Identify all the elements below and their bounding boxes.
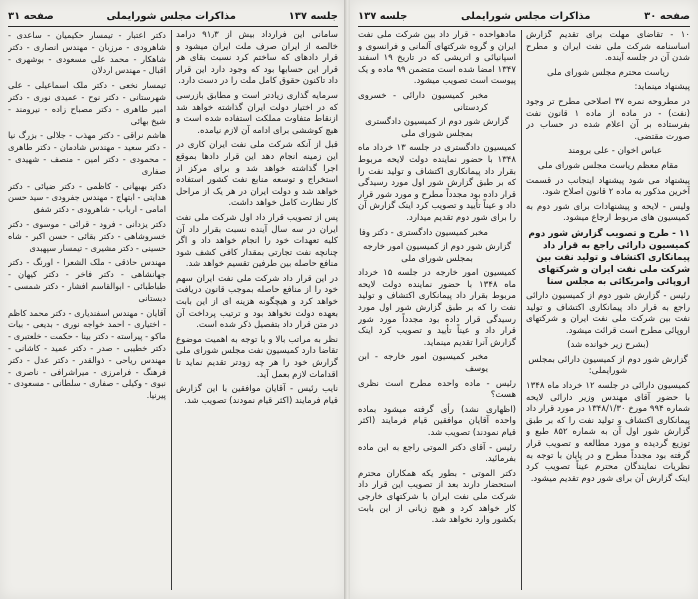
paragraph: پیشنهاد می شود پیشنهاد اینجانب در قسمت آخرین مذکور به ماده ۲ قانون اصلاح شود. xyxy=(526,175,690,198)
paragraph: نایب رئیس - آقایان موافقین با این گزارش قیام فرمایند (اکثر قیام نمودند) تصویب شد. xyxy=(176,384,338,406)
left-session-label: جلسه ۱۳۷ xyxy=(288,10,338,22)
left-page-left-column xyxy=(8,30,166,590)
left-page xyxy=(0,0,346,599)
paragraph: (اظهاری نشد) رأی گرفته میشود بماده واحده آقایان موافقین قیام فرمایند (اکثر قیام نمودند) تصویب شد. xyxy=(358,404,516,438)
names-list: هاشم نراقی - دکتر مهذب - جلالی - بزرگ نیا - دکتر سعید - مهندس شادمان - دکتر طاهری - محمودی - دکتر امین - منصف - شهیدی - صفاری xyxy=(8,130,166,176)
signatory: مخبر کمیسیون دارائی - خسروی کردستانی xyxy=(358,90,488,113)
paragraph: رئیس - گزارش شور دوم از کمیسیون دارائی راجع به قرار داد پیمانکاری اکتشاف و تولید نفت بین شرکت ملی نفت ایران و شرکتهای اروپائی مطرح است قرائت میشود. xyxy=(526,290,690,336)
addressee: ریاست محترم مجلس شورای ملی xyxy=(547,67,669,78)
right-page-left-column xyxy=(358,30,516,590)
right-page-header xyxy=(358,6,690,27)
paragraph: نظر به مراتب بالا و با توجه به اهمیت موضوع تقاضا دارد کمیسیون نفت مجلس شورای ملی گزارش خود را هر چه زودتر تقدیم نماید تا اقدامات لازم بعمل آید. xyxy=(176,334,338,380)
paragraph: کمیسیون امور خارجه در جلسه ۱۵ خرداد ماه ۱۳۴۸ با حضور نماینده دولت لایحه مربوط بقرار داد پیمانکاری اکتشاف و تولید نفت را که بر طبق گزارش شور اول مورد رسیدگی قرار داده بود مجدداً مورد شور قرار داد و عیناً تأیید و تصویب کرد اینک گزارش آنرا تقدیم مینماید. xyxy=(358,268,516,348)
paragraph: رئیس - ماده واحده مطرح است نظری هست؟ xyxy=(358,378,516,401)
reading-note: (بشرح زیر خوانده شد) xyxy=(567,340,649,351)
report-title: گزارش شور دوم از کمیسیون دارائی بمجلس شورایملی: xyxy=(528,354,688,377)
left-page-right-column xyxy=(176,30,338,590)
paragraph: ۱۰ - تقاضای مهلت برای تقدیم گزارش اساسنامه شرکت ملی نفت ایران و مطرح شدن آن در جلسه آینده. xyxy=(526,30,690,64)
names-list: دکتر یزدانی - فرود - قرائی - موسوی - دکتر خسروشاهی - دکتر بقائی - حسن اکبر - شاه حسینی - دکتر مشیری - تیمسار سپهبدی xyxy=(8,218,166,253)
names-list: مهندس حاذقی - ملک الشعرا - اورنگ - دکتر جهانشاهی - دکتر فاخر - دکتر کیهان - طباطبائی - ابوالقاسم افشار - دکتر شمسی - دبستانی xyxy=(8,257,166,303)
report-title: گزارش شور دوم از کمیسیون امور خارجه بمجلس شورای ملی xyxy=(362,242,512,264)
names-list: تیمسار نخعی - دکتر ملک اسماعیلی - علی شهرستانی - دکتر نوح - عمیدی نوری - دکتر امیر طاهری - دکتر مصباح زاده - نیرومند - شیخ بهائی xyxy=(8,80,166,126)
paragraph: کمیسیون دارائی در جلسه ۱۲ خرداد ماه ۱۳۴۸ با حضور آقای مهندس وزیر دارائی لایحه شماره ۹۹۴ مورخ ۱۳۴۸/۱/۳۰ در مورد قرار داد پیمانکاری اکتشاف و تولید نفت را که بر طبق گزارش شور اول آن به شماره ۸۵۲ طبع و توزیع گردیده و مورد مطالعه و تصویب قرار گرفته بود مجدداً مطرح و در پایان با توجه به نظریات نمایندگان محترم عیناً تصویب کرد اینک گزارش آن برای شور دوم تقدیم میشود. xyxy=(526,381,690,484)
signatory: مخبر کمیسیون امور خارجه - ابن یوسف xyxy=(358,352,488,375)
paragraph: کمیسیون دادگستری در جلسه ۱۳ خرداد ماه ۱۳۴۸ با حضور نماینده دولت لایحه مربوط بقرار داد پیمانکاری اکتشاف و تولید نفت را که بر طبق گزارش شور اول مورد رسیدگی قرار داده بود مجدداً مطرح و مورد شور قرار داد و عیناً تأیید و تصویب کرد اینک گزارش آن را برای شور دوم تقدیم میدارد. xyxy=(358,143,516,223)
addressee: مقام معظم ریاست مجلس شورای ملی xyxy=(537,160,679,171)
names-list: دکتر بهبهانی - کاظمی - دکتر ضیائی - دکتر هدایتی - ابتهاج - مهندس جفرودی - سید حسن امامی - ارباب - شاهرودی - دکتر شفق xyxy=(8,180,166,215)
paragraph: مادهواحده - قرار داد بین شرکت ملی نفت ایران و گروه شرکتهای آلمانی و فرانسوی و اسپانیائی و اتریشی که در تاریخ ۱۹ اسفند ۱۳۴۷ امضا شده است متضمن ۹۹ ماده و یک پیوست است تصویب میشود. xyxy=(358,30,516,87)
paragraph: ولیس - لایحه و پیشنهادات برای شور دوم به کمیسیون های مربوط ارجاع میشود. xyxy=(526,201,690,224)
section-heading: ۱۱ - طرح و تصویب گزارش شور دوم کمیسیون دارائی راجع به قرار داد پیمانکاری اکتشاف و تولید نفت بین شرکت ملی نفت ایران و شرکتهای اروپائی وامریکائی به مجلس سنا xyxy=(528,228,690,287)
left-page-header xyxy=(8,6,338,27)
column-divider xyxy=(521,30,522,590)
paragraph: پیشنهاد مینماید: xyxy=(634,82,690,93)
paragraph: دکتر الموتی - بطور یکه همکاران محترم استحضار دارند بعد از تصویب این قرار داد شرکت ملی نفت ایران با شرکتهای خارجی کار خواهد کرد و هیچ زیانی از این بابت بکشور وارد نخواهد شد. xyxy=(358,468,516,526)
right-session-label: جلسه ۱۳۷ xyxy=(358,10,408,22)
column-divider xyxy=(171,30,172,590)
paragraph: سرمایه گذاری زیادتر است و مطابق بازرسی که در اختیار دولت ایران گذاشته خواهد شد ازنقاط متفاوت مملکت استفاده شده است و هیچ کوششی برای ادامه آن لازم نیامده. xyxy=(176,90,338,136)
signatory: مخبر کمیسیون دادگستری - دکتر وفا xyxy=(359,227,488,238)
report-title: گزارش شور دوم از کمیسیون دادگستری بمجلس شورای ملی xyxy=(365,117,509,139)
names-list: آقایان - مهندس اسفندیاری - دکتر محمد کاظم - اختیاری - احمد خواجه نوری - بدیعی - بیات ماکو - پیراسته - دکتر بینا - حکمت - خلعتبری - دکتر خطیبی - صدر - دکتر عمید - کاشانی - مهندس ریاحی - ذوالقدر - دکتر عدل - دکتر فرهنگ - فرامرزی - میراشرافی - ناصری - نبوی - وکیلی - صفاری - سلطانی - مسعودی - پیرنیا. xyxy=(8,307,166,401)
names-list: دکتر اعتبار - تیمسار حکیمیان - ساعدی - شاهرودی - مرزبان - مهندس انصاری - دکتر شاهکار - محمد علی مسعودی - بوشهری - اقبال - مهندس اردلان xyxy=(8,30,166,76)
paragraph: پس از تصویب قرار داد اول شرکت ملی نفت ایران در سه سال آینده نسبت بقرار داد آن کلیه تعهدات خود را انجام خواهد داد و اگر چنانچه نفت تجارتی بمقدار کافی کشف شود منافع حاصله بین طرفین تقسیم خواهد شد. xyxy=(176,212,338,270)
right-page-title: مذاکرات مجلس شورایملی xyxy=(461,10,591,22)
paragraph: سامانی این فرارداد بیش از ۹۱٫۳ درآمد خالصه از ایران صرف ملت ایران میشود و قرار دادهای که ساختم کرد نسبت بقای هر قرار این حسابها بود که وجود دارد این قرار داد تاکنون حقوق کامل ملت را در دست دارد. xyxy=(176,30,338,87)
right-page-right-column xyxy=(526,30,690,590)
signatories: عباس اخوان - علی برومند xyxy=(568,146,662,157)
left-page-number: صفحه ۳۱ xyxy=(8,10,54,22)
paragraph: قبل از آنکه شرکت ملی نفت ایران کاری در این زمینه انجام دهد این قرار دادها بموقع اجرا گذاشته خواهد شد و برای مرکز از استخراج و توسعه منابع نفت کشور استفاده خواهد شد و دولت ایران در هر یک از مراحل کار نظارت کامل خواهد داشت. xyxy=(176,140,338,209)
left-page-title: مذاکرات مجلس شورایملی xyxy=(106,10,236,22)
right-page xyxy=(350,0,698,599)
paragraph: در این قرار داد شرکت ملی نفت ایران سهم خود را از منافع حاصله بموجب قانون دریافت خواهد کرد و هیچگونه هزینه ای از این بابت بعهده دولت نخواهد بود و ترتیب پرداخت آن در متن قرار داد بتفصیل ذکر شده است. xyxy=(176,273,338,331)
paragraph: در مطروحه نمره ۳۷ اصلاحی مطرح تر وجود (نفت) - در ماده از ماده ۱ قانون نفت بفرستاده بر آن اعلام شده در حساب در صورت مقتضی. xyxy=(526,96,690,142)
right-page-number: صفحه ۳۰ xyxy=(644,10,690,22)
paragraph: رئیس - آقای دکتر الموتی راجع به این ماده بفرمائید. xyxy=(358,442,516,465)
